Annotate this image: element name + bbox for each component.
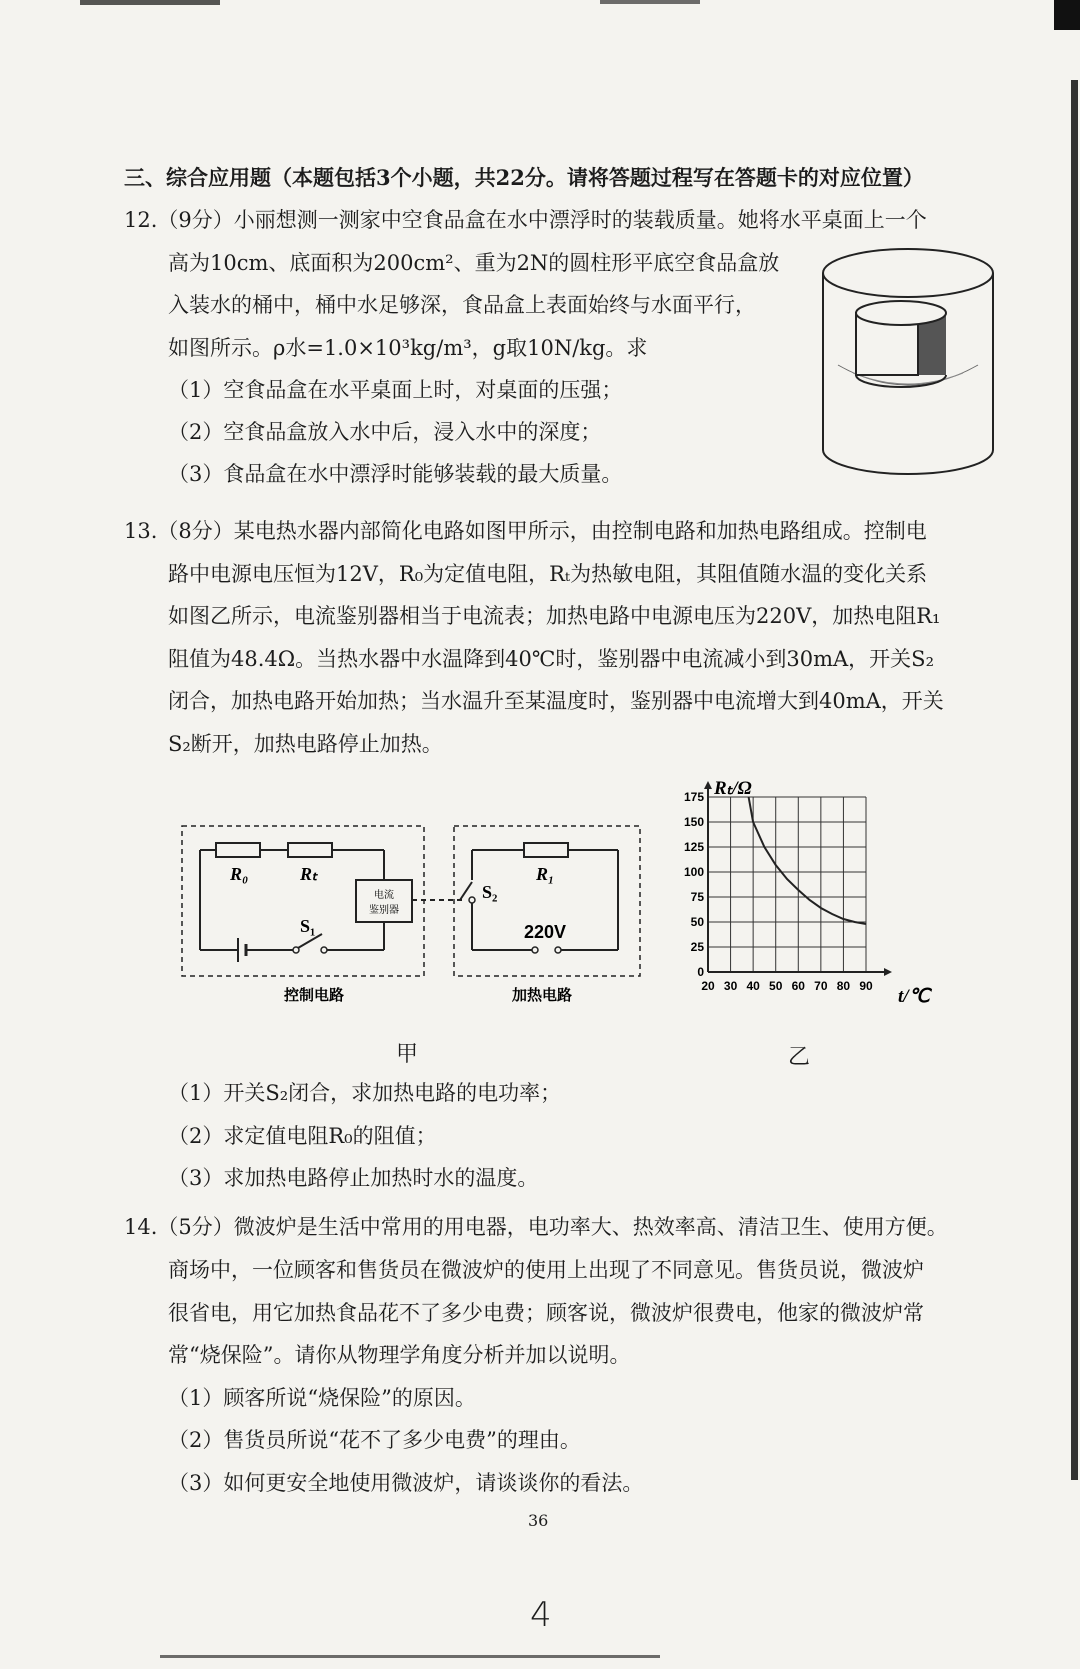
q12-line: 入装水的桶中，桶中水足够深，食品盒上表面始终与水面平行， [168, 293, 756, 317]
q12-subquestion: （3）食品盒在水中漂浮时能够装载的最大质量。 [168, 462, 623, 486]
scan-corner [1054, 0, 1080, 30]
q14-subquestion: （3）如何更安全地使用微波炉，请谈谈你的看法。 [168, 1471, 644, 1495]
q13-line: 阻值为48.4Ω。当热水器中水温降到40℃时，鉴别器中电流减小到30mA，开关S₂ [168, 647, 934, 671]
r1-label: R₁ [536, 864, 555, 884]
scan-bottom-edge [160, 1655, 660, 1658]
q13-subquestion: （2）求定值电阻R₀的阻值； [168, 1124, 437, 1148]
y-axis-arrow [704, 781, 712, 789]
rt-label: Rₜ [300, 864, 318, 884]
y-tick-label: 100 [683, 865, 704, 879]
y-tick-labels [684, 790, 704, 979]
s1-switch [298, 934, 322, 948]
q12-line: 如图所示。ρ水=1.0×10³kg/m³，g取10N/kg。求 [168, 336, 648, 360]
scan-top-edge [80, 0, 220, 5]
rt-resistor [288, 843, 332, 857]
q12-line: 高为10cm、底面积为200cm²、重为2N的圆柱形平底空食品盒放 [168, 251, 780, 275]
q14-line: 14.（5分）微波炉是生活中常用的用电器，电功率大、热效率高、清洁卫生、使用方便。 [124, 1215, 948, 1239]
q14-line: 很省电，用它加热食品花不了多少电费；顾客说，微波炉很费电，他家的微波炉常 [168, 1301, 924, 1325]
data-series-line [749, 797, 866, 924]
detector-label: 电流 [374, 890, 394, 901]
section-header: 三、综合应用题（本题包括3个小题，共22分。请将答题过程写在答题卡的对应位置） [124, 165, 924, 190]
resistance-temperature-chart [670, 770, 940, 1010]
x-tick-label: 90 [859, 979, 873, 993]
x-axis-arrow [884, 968, 892, 976]
x-tick-label: 60 [791, 979, 805, 993]
x-tick-label: 30 [723, 979, 738, 993]
r0-label: R₀ [230, 864, 249, 884]
y-tick-label: 175 [683, 790, 704, 804]
figure-label-jia: 甲 [396, 1042, 419, 1067]
figure-label-yi: 乙 [788, 1045, 811, 1070]
q13-line: S₂断开，加热电路停止加热。 [168, 732, 443, 756]
voltage-label: 220V [524, 922, 567, 942]
y-axis-label: Rₜ/Ω [714, 778, 752, 799]
scan-right-edge [1071, 80, 1078, 1480]
q13-line: 如图乙所示，电流鉴别器相当于电流表；加热电路中电源电压为220V，加热电阻R₁ [168, 604, 941, 628]
q14-line: 常“烧保险”。请你从物理学角度分析并加以说明。 [168, 1343, 631, 1367]
page-number: 36 [528, 1511, 549, 1530]
y-tick-label: 150 [683, 815, 704, 829]
heating-circuit-label: 加热电路 [512, 986, 573, 1004]
control-circuit-label: 控制电路 [284, 986, 345, 1004]
y-tick-label: 25 [690, 940, 704, 954]
r0-resistor [216, 843, 260, 857]
detector-label: 鉴别器 [369, 905, 399, 916]
y-tick-label: 50 [690, 915, 704, 929]
q13-line: 13.（8分）某电热水器内部简化电路如图甲所示，由控制电路和加热电路组成。控制电 [124, 519, 927, 543]
x-axis-label: t/℃ [898, 986, 930, 1007]
x-tick-label: 70 [814, 979, 828, 993]
circuit-diagram [176, 820, 646, 1010]
bucket-illustration [818, 245, 998, 480]
y-tick-label: 0 [697, 965, 704, 979]
x-tick-labels [701, 979, 873, 993]
q12-subquestion: （2）空食品盒放入水中后，浸入水中的深度； [168, 420, 602, 444]
x-tick-label: 50 [769, 979, 783, 993]
chart-grid [708, 797, 866, 972]
x-tick-label: 20 [701, 979, 715, 993]
q14-subquestion: （2）售货员所说“花不了多少电费”的理由。 [168, 1428, 581, 1452]
q13-line: 路中电源电压恒为12V，R₀为定值电阻，Rₜ为热敏电阻，其阻值随水温的变化关系 [168, 562, 928, 586]
q13-line: 闭合，加热电路开始加热；当水温升至某温度时，鉴别器中电流增大到40mA，开关 [168, 689, 944, 713]
y-tick-label: 75 [690, 890, 704, 904]
scan-top-edge [600, 0, 700, 4]
q13-subquestion: （3）求加热电路停止加热时水的温度。 [168, 1166, 539, 1190]
r1-resistor [524, 843, 568, 857]
y-tick-label: 125 [683, 840, 704, 854]
s1-label: S₁ [300, 916, 316, 936]
q12-subquestion: （1）空食品盒在水平桌面上时，对桌面的压强； [168, 378, 623, 402]
handwritten-page-number: 4 [530, 1595, 552, 1635]
x-tick-label: 80 [836, 979, 851, 993]
q12-line: 12.（9分）小丽想测一测家中空食品盒在水中漂浮时的装载质量。她将水平桌面上一个 [124, 208, 927, 232]
s2-label: S₂ [482, 882, 498, 902]
q13-subquestion: （1）开关S₂闭合，求加热电路的电功率； [168, 1081, 562, 1105]
q14-subquestion: （1）顾客所说“烧保险”的原因。 [168, 1386, 476, 1410]
q14-line: 商场中，一位顾客和售货员在微波炉的使用上出现了不同意见。售货员说，微波炉 [168, 1258, 924, 1282]
x-tick-label: 40 [746, 979, 760, 993]
